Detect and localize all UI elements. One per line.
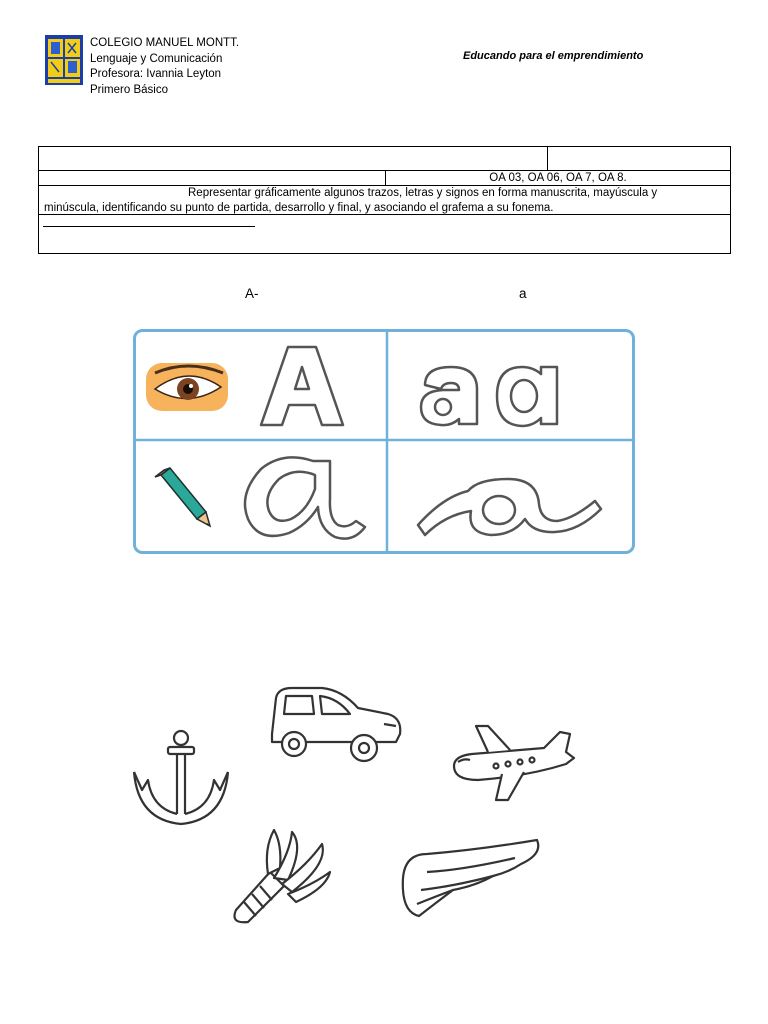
name-line [43,226,255,227]
eye-icon [146,363,228,411]
learning-objective: Representar gráficamente algunos trazos, letras y signos en forma manuscrita, mayúscula y minúscula, identificando su punto de partida, desarrollo y final, y asociando el grafema a su fonema. [44,187,658,214]
grade-level: Primero Básico [90,83,168,96]
anchor-icon [128,728,233,828]
info-table [38,146,731,254]
letter-card [133,329,635,554]
subject-name: Lenguaje y Comunicación [90,52,223,65]
uppercase-label: A- [245,286,259,301]
wing-icon [397,836,545,922]
column-divider [547,147,548,170]
school-motto: Educando para el emprendimiento [463,50,644,62]
school-info [90,36,239,98]
car-icon [266,684,406,766]
school-name: COLEGIO MANUEL MONTT. [90,37,240,49]
school-logo [45,35,83,85]
oa-codes: OA 03, OA 06, OA 7, OA 8. [489,172,627,184]
airplane-icon [448,722,576,804]
teacher-name: Profesora: Ivannia Leyton [90,68,222,80]
leek-icon [226,824,336,924]
lowercase-label: a [519,286,527,301]
